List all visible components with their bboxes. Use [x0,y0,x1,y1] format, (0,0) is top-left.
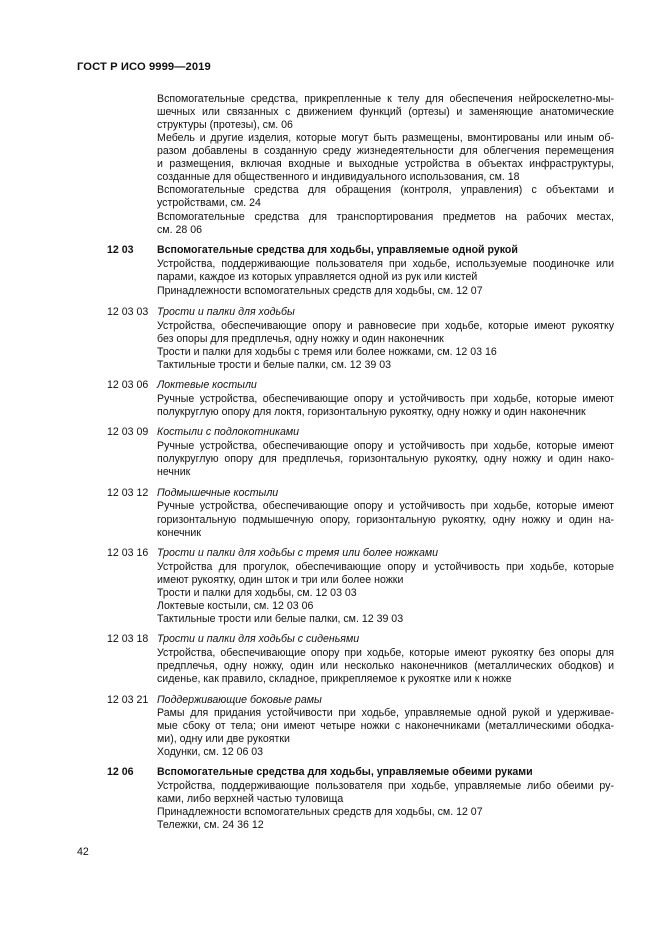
entry-title: Трости и палки для ходьбы с тремя или более ножками [157,547,439,559]
entry-line: Принадлежности вспомогательных средств для ходьбы, см. 12 07 [157,285,483,297]
intro-line: и размещения, включая входные и выходные устройства в объектах инфраструктуры, [157,158,614,170]
entry-line: Ручные устройства, обеспечивающие опору и устойчивость при ходьбе, которые имеют [157,440,614,452]
entry-line: парами, каждое из которых управляется одной из рук или кистей [157,271,478,283]
entry-line: полукруглую опору для предплечья, горизонтальную рукоятку, одну ножку и один нако- [157,453,614,465]
entry-line: сиденье, как правило, складное, прикрепляемое к рукоятке или к ножке [157,673,512,685]
section-code: 12 03 [107,244,134,256]
intro-line: Вспомогательные средства, прикрепленные к телу для обеспечения нейроскелетно-мы- [157,93,614,105]
entry-line: горизонтальную подмышечную опору, горизонтальную рукоятку, одну ножку и один на- [157,514,614,526]
entry-title: Поддерживающие боковые рамы [157,694,322,706]
intro-line: Вспомогательные средства для обращения (контроля, управления) с объектами и [157,184,614,196]
entry-line: Трости и палки для ходьбы, см. 12 03 03 [157,587,357,599]
entry-code: 12 03 21 [107,694,149,706]
entry-title: Локтевые костыли [157,379,257,391]
intro-line: созданные для общественного и индивидуального использования, см. 18 [157,171,520,183]
entry-line: предплечья, одну ножку, один или несколько наконечников (металлических ободков) и [157,660,614,672]
entry-code: 12 03 12 [107,487,149,499]
intro-line: структуры (протезы), см. 06 [157,119,293,131]
page-number: 42 [77,846,89,858]
entry-line: Ручные устройства, обеспечивающие опору и устойчивость при ходьбе, которые имеют [157,500,614,512]
section-code: 12 06 [107,766,134,778]
entry-line: нечник [157,466,191,478]
entry-line: Тележки, см. 24 36 12 [157,819,264,831]
entry-line: Рамы для придания устойчивости при ходьбе, управляемые одной рукой и удерживае- [157,707,614,719]
intro-line: Вспомогательные средства для транспортирования предметов на рабочих местах, [157,211,614,223]
entry-line: Принадлежности вспомогательных средств для ходьбы, см. 12 07 [157,806,483,818]
section-title: Вспомогательные средства для ходьбы, управляемые одной рукой [157,244,518,256]
document-header: ГОСТ Р ИСО 9999—2019 [77,61,211,73]
intro-line: Мебель и другие изделия, которые могут быть размещены, вмонтированы или иным об- [157,132,614,144]
entry-line: Устройства, поддерживающие пользователя при ходьбе, используемые поодиночке или [157,258,614,270]
intro-line: см. 28 06 [157,224,202,236]
entry-code: 12 03 06 [107,379,149,391]
entry-code: 12 03 16 [107,547,149,559]
section-title: Вспомогательные средства для ходьбы, управляемые обеими руками [157,766,533,778]
entry-line: Устройства, обеспечивающие опору при ходьбе, которые имеют рукоятку без опоры для [157,647,614,659]
intro-line: шечных или связанных с движением функций (ортезы) и заменяющие анатомические [157,106,614,118]
entry-title: Подмышечные костыли [157,487,279,499]
entry-line: ками, либо верхней частью туловища [157,793,344,805]
intro-line: устройствами, см. 24 [157,197,261,209]
entry-title: Трости и палки для ходьбы [157,306,295,318]
entry-line: Устройства для прогулок, обеспечивающие опору и устойчивость при ходьбе, которые [157,561,614,573]
entry-line: Тактильные трости и белые палки, см. 12 39 03 [157,359,391,371]
intro-line: разом добавлены в созданную среду жизнедеятельности для облегчения перемещения [157,145,614,157]
entry-line: без опоры для предплечья, одну ножку и один наконечник [157,333,444,345]
entry-code: 12 03 09 [107,426,149,438]
entry-line: Трости и палки для ходьбы с тремя или более ножками, см. 12 03 16 [157,346,497,358]
entry-code: 12 03 03 [107,306,149,318]
entry-line: Устройства, поддерживающие пользователя при ходьбе, управляемые либо обеими ру- [157,780,614,792]
entry-line: ми), одну или две рукоятки [157,733,290,745]
entry-line: полукруглую опору для локтя, горизонтальную рукоятку, одну ножку и один наконечник [157,406,586,418]
entry-line: конечник [157,527,201,539]
entry-code: 12 03 18 [107,633,149,645]
entry-line: Ходунки, см. 12 06 03 [157,746,264,758]
entry-line: Локтевые костыли, см. 12 03 06 [157,600,314,612]
entry-line: Ручные устройства, обеспечивающие опору и устойчивость при ходьбе, которые имеют [157,393,614,405]
entry-line: мые сбоку от тела; они имеют четыре ножки с наконечниками (металлическими ободка- [157,720,614,732]
entry-title: Трости и палки для ходьбы с сиденьями [157,633,360,645]
entry-title: Костыли с подлокотниками [157,426,300,438]
entry-line: Тактильные трости или белые палки, см. 12 39 03 [157,613,404,625]
entry-line: Устройства, обеспечивающие опору и равновесие при ходьбе, которые имеют рукоятку [157,320,614,332]
entry-line: имеют рукоятку, один шток и три или более ножки [157,574,404,586]
